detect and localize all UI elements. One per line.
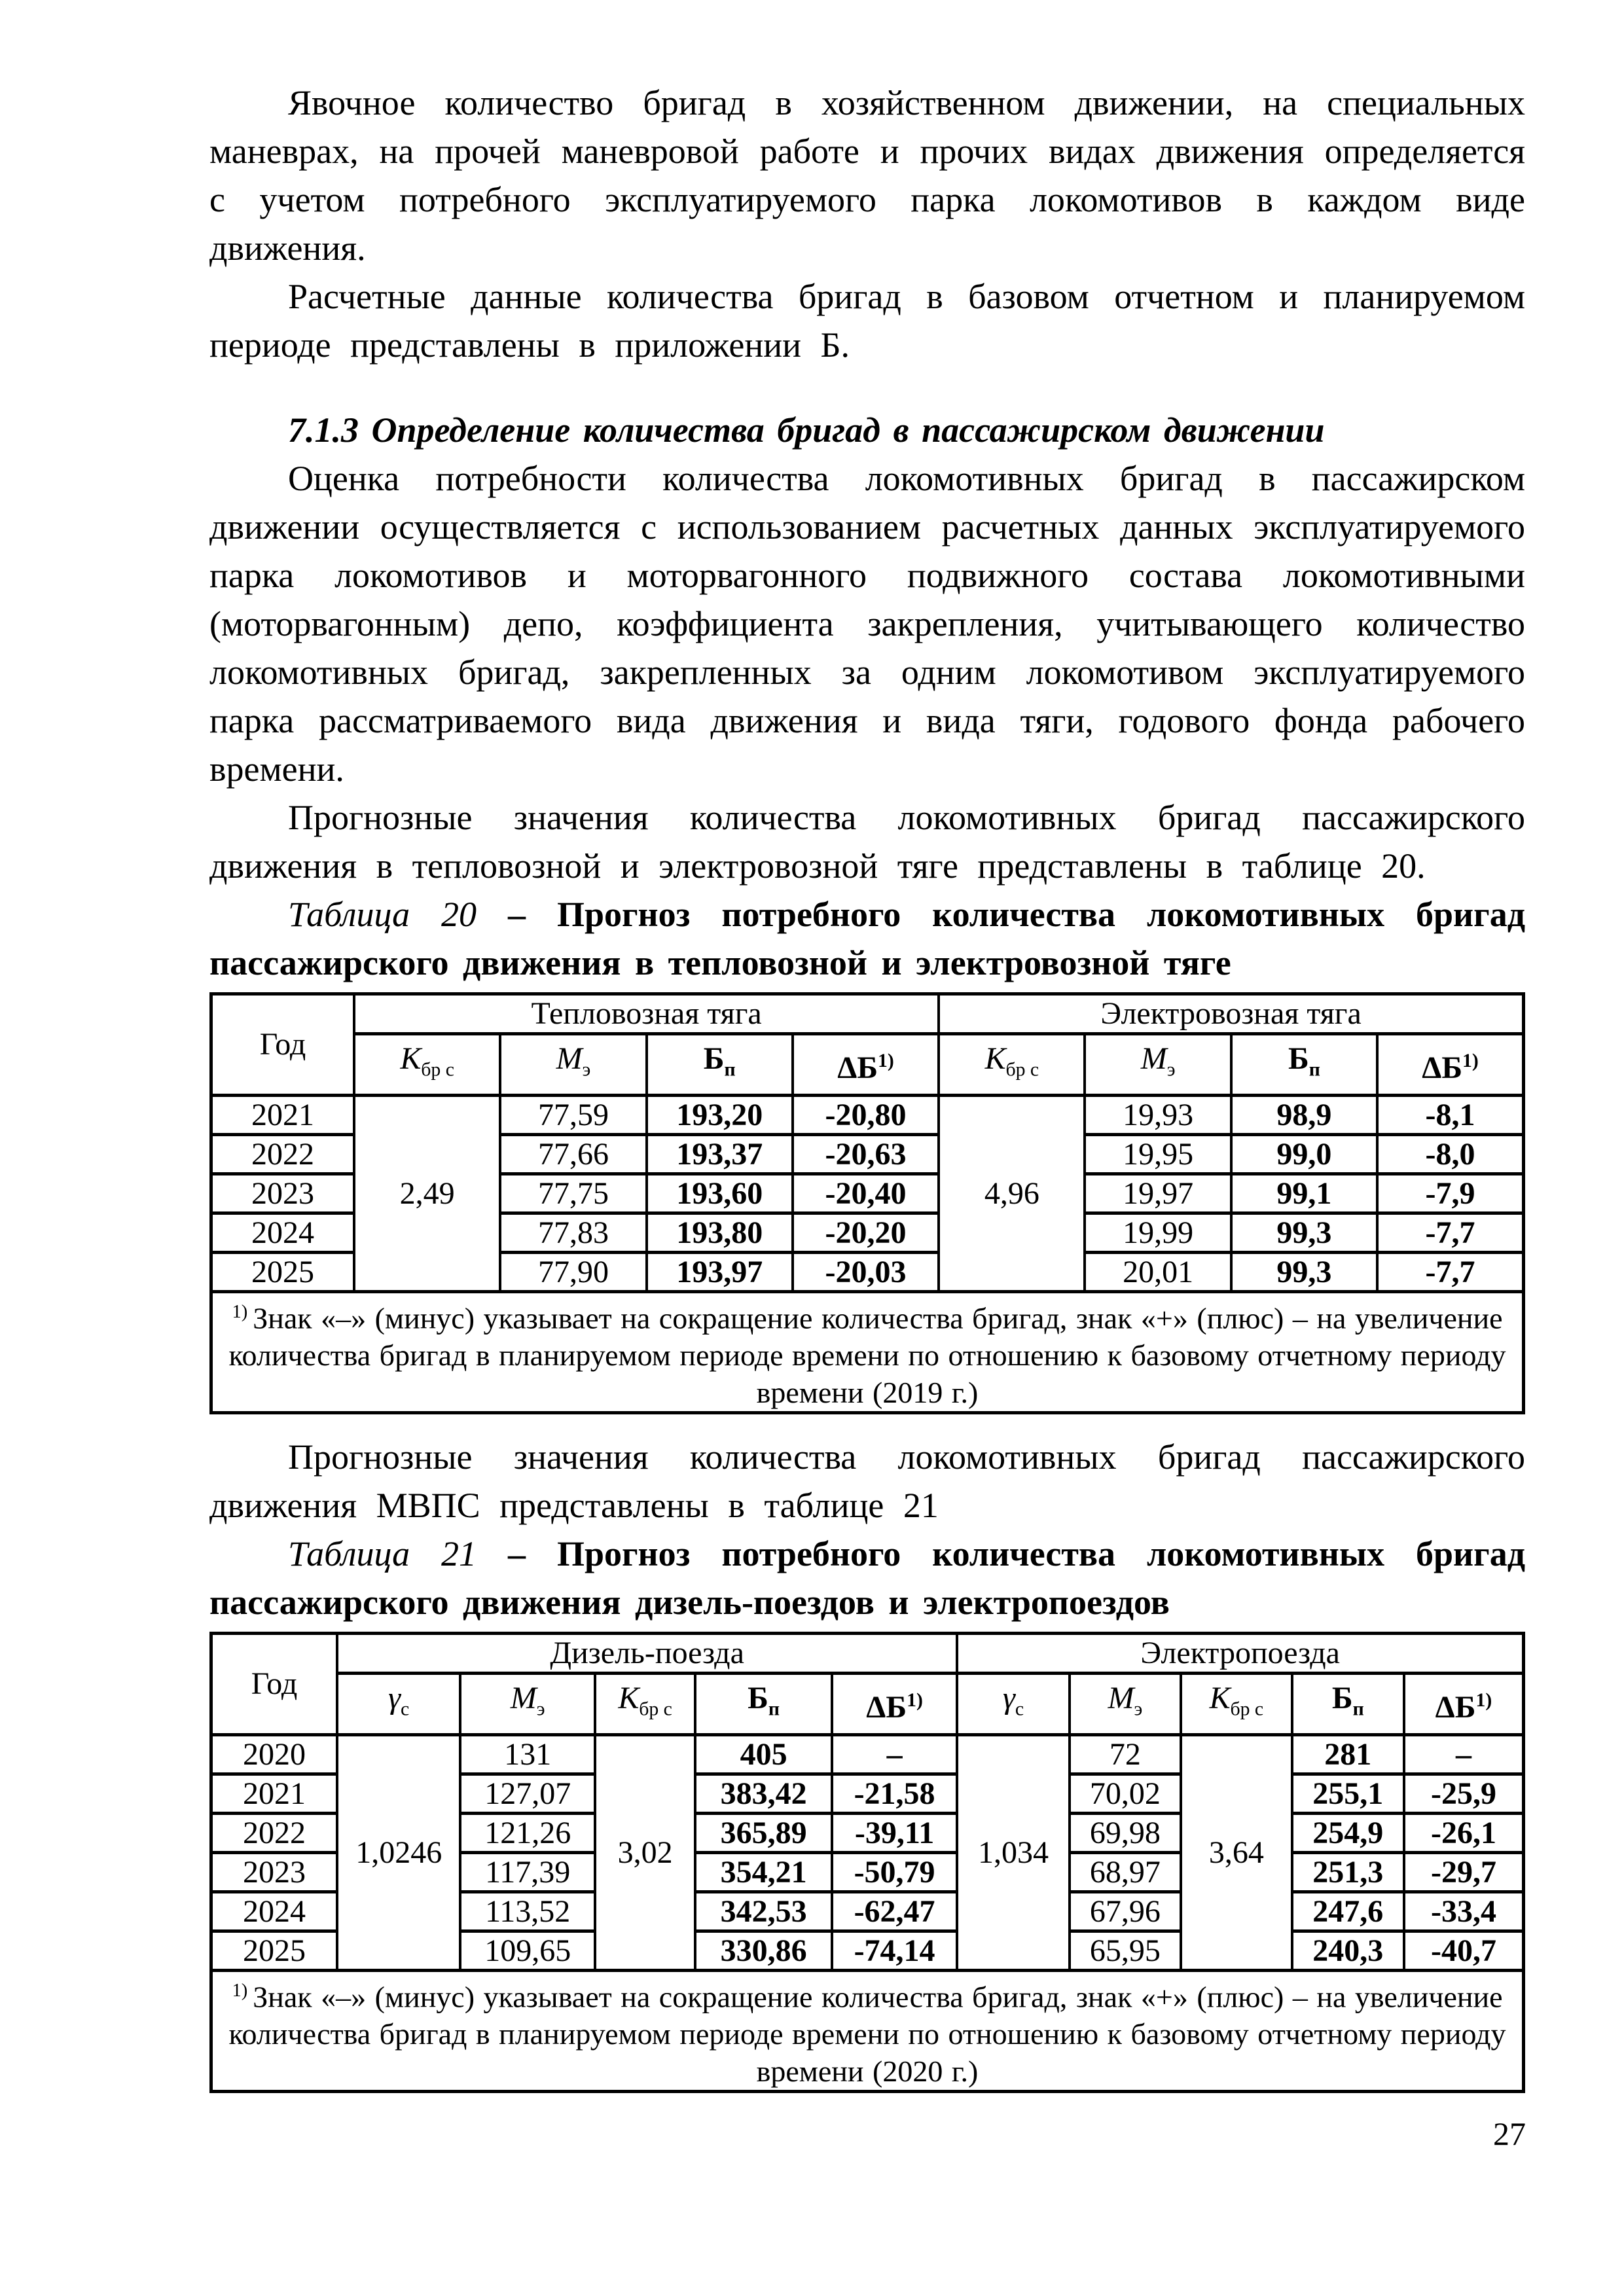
- table-21: [209, 1632, 1525, 2093]
- value-cell: 20,01: [1085, 1252, 1231, 1291]
- table21-caption-dash: –: [508, 1534, 526, 1573]
- symbol-b: Б: [1288, 1041, 1309, 1076]
- value-cell: 330,86: [695, 1931, 832, 1970]
- value-cell: 405: [695, 1734, 832, 1774]
- paragraph-calculated-data: Расчетные данные количества бригад в базовом отчетном и планируемом периоде представлены в приложении Б.: [209, 277, 1525, 365]
- value-cell: 99,3: [1231, 1252, 1377, 1291]
- symbol-b-sub: п: [724, 1058, 736, 1081]
- value-cell: -20,03: [793, 1252, 939, 1291]
- value-cell: 77,66: [500, 1134, 646, 1174]
- value-cell: -20,63: [793, 1134, 939, 1174]
- value-cell: 254,9: [1292, 1813, 1404, 1852]
- year-cell: 2022: [211, 1813, 337, 1852]
- paragraph-assessment: Оценка потребности количества локомотивных бригад в пассажирском движении осуществляется с использованием расчетных данных эксплуатируемого парка локомотивов и моторвагонного подвижного состава локомотивными (моторвагонным) депо, коэффициента закрепления, учитывающего количество локомотивных бригад, закрепленных за одним локомотивом эксплуатируемого парка рассматриваемого вида движения и вида тяги, годового фонда рабочего времени.: [209, 459, 1525, 789]
- table20-caption-dash: –: [508, 895, 526, 934]
- footnote-text: Знак «–» (минус) указывает на сокращение количества бригад, знак «+» (плюс) – на увеличение количества бригад в планируемом периоде времени по отношению к базовому отчетному периоду времени (2020 г.): [228, 1979, 1506, 2088]
- value-cell: 19,97: [1085, 1174, 1231, 1213]
- table20-merged-k-electric: 4,96: [939, 1095, 1085, 1291]
- symbol-k: К: [984, 1041, 1006, 1076]
- value-cell: -26,1: [1404, 1813, 1524, 1852]
- value-cell: 383,42: [695, 1774, 832, 1813]
- symbol-k: К: [1209, 1680, 1231, 1715]
- table20-row-2021: [211, 1095, 1524, 1134]
- value-cell: -74,14: [832, 1931, 957, 1970]
- value-cell: -7,7: [1377, 1213, 1523, 1252]
- table20-group-header-row: [211, 994, 1524, 1034]
- page-content: [209, 79, 1525, 2093]
- table21-caption-text: Прогноз потребного количества локомотивных бригад пассажирского движения дизель-поездов и электропоездов: [209, 1534, 1526, 1622]
- symbol-m-sub: э: [1134, 1698, 1143, 1720]
- value-cell: 77,75: [500, 1174, 646, 1213]
- table21-footnote: [211, 1970, 1524, 2091]
- symbol-m: М: [510, 1680, 537, 1715]
- symbol-b: Б: [1331, 1680, 1353, 1715]
- table20-caption-text: Прогноз потребного количества локомотивных бригад пассажирского движения в тепловозной и электровозной тяге: [209, 895, 1526, 982]
- value-cell: 77,83: [500, 1213, 646, 1252]
- symbol-k: К: [400, 1041, 422, 1076]
- page-number: 27: [1493, 2115, 1526, 2152]
- table20-header-k-diesel: [354, 1034, 500, 1096]
- value-cell: 69,98: [1070, 1813, 1181, 1852]
- table21-header-gamma-diesel: [337, 1673, 460, 1734]
- table21-caption: [209, 1530, 1525, 1626]
- symbol-m: М: [1140, 1041, 1167, 1076]
- symbol-db: ΔБ: [866, 1689, 907, 1725]
- year-cell: 2022: [211, 1134, 355, 1174]
- symbol-db-sup: 1): [1475, 1689, 1492, 1711]
- table20-group-diesel: Тепловозная тяга: [354, 994, 939, 1034]
- value-cell: 65,95: [1070, 1931, 1181, 1970]
- symbol-k-sub: бр с: [1230, 1698, 1264, 1720]
- symbol-k-sub: бр с: [421, 1058, 454, 1081]
- footnote-marker: 1): [232, 1301, 248, 1322]
- value-cell: 193,20: [647, 1095, 793, 1134]
- value-cell: -8,0: [1377, 1134, 1523, 1174]
- table21-year-header: Год: [211, 1633, 337, 1734]
- table21-group-electric-trains: Электропоезда: [957, 1633, 1523, 1673]
- value-cell: -25,9: [1404, 1774, 1524, 1813]
- table20-header-m-diesel: [500, 1034, 646, 1096]
- symbol-gamma: γ: [1002, 1680, 1015, 1715]
- year-cell: 2024: [211, 1892, 337, 1931]
- table21-header-k-electric: [1181, 1673, 1291, 1734]
- value-cell: 109,65: [460, 1931, 595, 1970]
- symbol-db-sup: 1): [1462, 1049, 1479, 1071]
- symbol-b: Б: [748, 1680, 768, 1715]
- symbol-k-sub: бр с: [639, 1698, 672, 1720]
- value-cell: -7,7: [1377, 1252, 1523, 1291]
- value-cell: 131: [460, 1734, 595, 1774]
- value-cell: 193,80: [647, 1213, 793, 1252]
- table20-header-b-electric: [1231, 1034, 1377, 1096]
- table21-header-k-diesel: [595, 1673, 695, 1734]
- table21-header-m-diesel: [460, 1673, 595, 1734]
- footnote-marker: 1): [232, 1980, 248, 2001]
- table20-caption-label: Таблица 20: [288, 895, 477, 934]
- value-cell: 127,07: [460, 1774, 595, 1813]
- year-cell: 2023: [211, 1852, 337, 1892]
- footnote-text: Знак «–» (минус) указывает на сокращение количества бригад, знак «+» (плюс) – на увеличение количества бригад в планируемом периоде времени по отношению к базовому отчетному периоду времени (2019 г.): [228, 1300, 1506, 1409]
- table21-header-db-diesel: [832, 1673, 957, 1734]
- table20-header-db-electric: [1377, 1034, 1523, 1096]
- table20-caption: [209, 890, 1525, 987]
- table20-header-db-diesel: [793, 1034, 939, 1096]
- symbol-b-sub: п: [1352, 1698, 1364, 1720]
- value-cell: -50,79: [832, 1852, 957, 1892]
- value-cell: 365,89: [695, 1813, 832, 1852]
- table20-merged-k-diesel: 2,49: [354, 1095, 500, 1291]
- value-cell: 240,3: [1292, 1931, 1404, 1970]
- year-cell: 2021: [211, 1095, 355, 1134]
- value-cell: 99,1: [1231, 1174, 1377, 1213]
- value-cell: 19,93: [1085, 1095, 1231, 1134]
- table21-header-m-electric: [1070, 1673, 1181, 1734]
- symbol-gamma: γ: [388, 1680, 401, 1715]
- table21-header-b-electric: [1292, 1673, 1404, 1734]
- value-cell: -40,7: [1404, 1931, 1524, 1970]
- paragraph-attendance-brigades: Явочное количество бригад в хозяйственном движении, на специальных маневрах, на прочей маневровой работе и прочих видах движения определяется с учетом потребного эксплуатируемого парка локомотивов в каждом виде движения.: [209, 83, 1525, 268]
- symbol-m-sub: э: [536, 1698, 545, 1720]
- paragraph-forecast-mvps: Прогнозные значения количества локомотивных бригад пассажирского движения МВПС представлены в таблице 21: [209, 1437, 1525, 1525]
- value-cell: -20,40: [793, 1174, 939, 1213]
- value-cell: 70,02: [1070, 1774, 1181, 1813]
- value-cell: 77,90: [500, 1252, 646, 1291]
- symbol-gamma-sub: с: [401, 1698, 410, 1720]
- table21-merged-gamma-electric: 1,034: [957, 1734, 1069, 1970]
- symbol-k: К: [618, 1680, 640, 1715]
- value-cell: -39,11: [832, 1813, 957, 1852]
- value-cell: 99,3: [1231, 1213, 1377, 1252]
- table20-header-b-diesel: [647, 1034, 793, 1096]
- value-cell: 281: [1292, 1734, 1404, 1774]
- table21-group-header-row: [211, 1633, 1524, 1673]
- table21-header-gamma-electric: [957, 1673, 1069, 1734]
- value-cell: -20,20: [793, 1213, 939, 1252]
- value-cell: 193,37: [647, 1134, 793, 1174]
- symbol-b-sub: п: [1308, 1058, 1320, 1081]
- value-cell: 255,1: [1292, 1774, 1404, 1813]
- value-cell: 354,21: [695, 1852, 832, 1892]
- value-cell: 193,97: [647, 1252, 793, 1291]
- symbol-db: ΔБ: [1422, 1050, 1463, 1085]
- symbol-db: ΔБ: [1435, 1689, 1476, 1725]
- table21-merged-gamma-diesel: 1,0246: [337, 1734, 460, 1970]
- value-cell: 251,3: [1292, 1852, 1404, 1892]
- year-cell: 2020: [211, 1734, 337, 1774]
- value-cell: 99,0: [1231, 1134, 1377, 1174]
- table20-header-m-electric: [1085, 1034, 1231, 1096]
- value-cell: –: [832, 1734, 957, 1774]
- value-cell: 193,60: [647, 1174, 793, 1213]
- section-heading-7-1-3: 7.1.3 Определение количества бригад в пассажирском движении: [288, 410, 1325, 450]
- table21-header-db-electric: [1404, 1673, 1524, 1734]
- symbol-m: М: [556, 1041, 583, 1076]
- table20-group-electric: Электровозная тяга: [939, 994, 1523, 1034]
- value-cell: 67,96: [1070, 1892, 1181, 1931]
- table21-header-b-diesel: [695, 1673, 832, 1734]
- table-20: [209, 992, 1525, 1414]
- value-cell: -62,47: [832, 1892, 957, 1931]
- symbol-db-sup: 1): [907, 1689, 923, 1711]
- value-cell: 68,97: [1070, 1852, 1181, 1892]
- value-cell: 72: [1070, 1734, 1181, 1774]
- year-cell: 2025: [211, 1252, 355, 1291]
- table21-symbol-header-row: [211, 1673, 1524, 1734]
- value-cell: -7,9: [1377, 1174, 1523, 1213]
- symbol-b-sub: п: [768, 1698, 780, 1720]
- value-cell: 247,6: [1292, 1892, 1404, 1931]
- table21-group-diesel-trains: Дизель-поезда: [337, 1633, 957, 1673]
- year-cell: 2024: [211, 1213, 355, 1252]
- value-cell: 342,53: [695, 1892, 832, 1931]
- value-cell: 77,59: [500, 1095, 646, 1134]
- table21-merged-k-electric: 3,64: [1181, 1734, 1291, 1970]
- symbol-gamma-sub: с: [1015, 1698, 1024, 1720]
- table20-header-k-electric: [939, 1034, 1085, 1096]
- table20-symbol-header-row: [211, 1034, 1524, 1096]
- table21-merged-k-diesel: 3,02: [595, 1734, 695, 1970]
- year-cell: 2025: [211, 1931, 337, 1970]
- value-cell: -21,58: [832, 1774, 957, 1813]
- table21-footnote-row: [211, 1970, 1524, 2091]
- table20-footnote-row: [211, 1291, 1524, 1412]
- value-cell: 19,99: [1085, 1213, 1231, 1252]
- symbol-b: Б: [703, 1041, 725, 1076]
- table21-row-2020: [211, 1734, 1524, 1774]
- value-cell: –: [1404, 1734, 1524, 1774]
- value-cell: -33,4: [1404, 1892, 1524, 1931]
- value-cell: 121,26: [460, 1813, 595, 1852]
- paragraph-forecast-loco: Прогнозные значения количества локомотивных бригад пассажирского движения в тепловозной и электровозной тяге представлены в таблице 20.: [209, 798, 1525, 886]
- table21-caption-label: Таблица 21: [288, 1534, 477, 1573]
- value-cell: 19,95: [1085, 1134, 1231, 1174]
- value-cell: 113,52: [460, 1892, 595, 1931]
- symbol-m-sub: э: [582, 1058, 591, 1081]
- symbol-k-sub: бр с: [1005, 1058, 1039, 1081]
- value-cell: 98,9: [1231, 1095, 1377, 1134]
- symbol-db: ΔБ: [837, 1050, 878, 1085]
- table20-footnote: [211, 1291, 1524, 1412]
- symbol-m: М: [1108, 1680, 1134, 1715]
- year-cell: 2021: [211, 1774, 337, 1813]
- value-cell: -29,7: [1404, 1852, 1524, 1892]
- symbol-m-sub: э: [1166, 1058, 1176, 1081]
- table20-year-header: Год: [211, 994, 355, 1096]
- value-cell: 117,39: [460, 1852, 595, 1892]
- year-cell: 2023: [211, 1174, 355, 1213]
- symbol-db-sup: 1): [878, 1049, 894, 1071]
- value-cell: -20,80: [793, 1095, 939, 1134]
- value-cell: -8,1: [1377, 1095, 1523, 1134]
